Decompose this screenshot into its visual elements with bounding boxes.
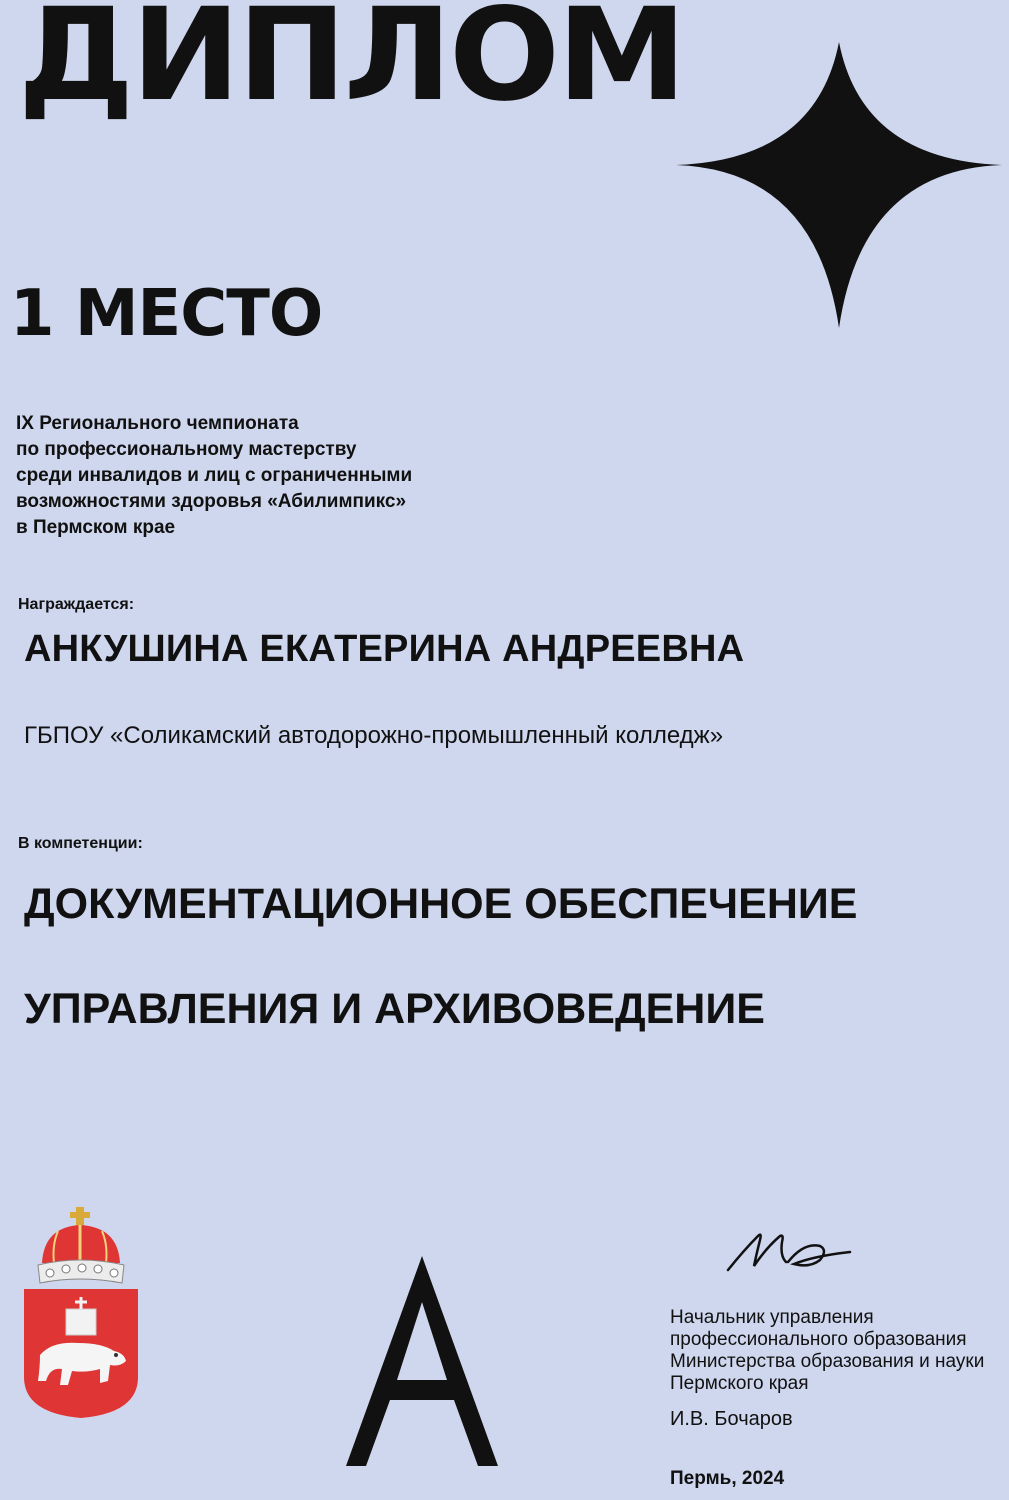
- event-line: IX Регионального чемпионата: [16, 413, 299, 434]
- competence-line-1: ДОКУМЕНТАЦИОННОЕ ОБЕСПЕЧЕНИЕ: [24, 880, 858, 928]
- signatory-position: [670, 1307, 984, 1395]
- event-line: возможностями здоровья «Абилимпикс»: [16, 491, 407, 512]
- signature-icon: [724, 1222, 864, 1282]
- event-line: по профессиональному мастерству: [16, 439, 357, 460]
- awarded-label: Награждается:: [18, 596, 135, 613]
- signatory-position-line: Министерства образования и науки: [670, 1351, 985, 1372]
- signatory-position-line: Пермского края: [670, 1373, 809, 1394]
- signatory-position-line: Начальник управления: [670, 1307, 874, 1328]
- abilympics-a-logo: [342, 1252, 502, 1472]
- event-line: среди инвалидов и лиц с ограниченными: [16, 465, 413, 486]
- signatory-name: И.В. Бочаров: [670, 1408, 793, 1430]
- city-year: Пермь, 2024: [670, 1468, 785, 1489]
- event-description: [16, 411, 412, 541]
- diploma-title: ДИПЛОМ: [18, 0, 684, 130]
- signatory-position-line: профессионального образования: [670, 1329, 967, 1350]
- recipient-name: АНКУШИНА ЕКАТЕРИНА АНДРЕЕВНА: [24, 628, 745, 670]
- competence-label: В компетенции:: [18, 835, 143, 852]
- organization-name: ГБПОУ «Соликамский автодорожно-промышленный колледж»: [24, 722, 724, 749]
- event-line: в Пермском крае: [16, 517, 176, 538]
- four-point-star-icon: [676, 42, 1002, 328]
- place-heading: 1 МЕСТО: [10, 277, 323, 351]
- coat-of-arms-icon: [22, 1205, 140, 1420]
- competence-line-2: УПРАВЛЕНИЯ И АРХИВОВЕДЕНИЕ: [24, 985, 765, 1033]
